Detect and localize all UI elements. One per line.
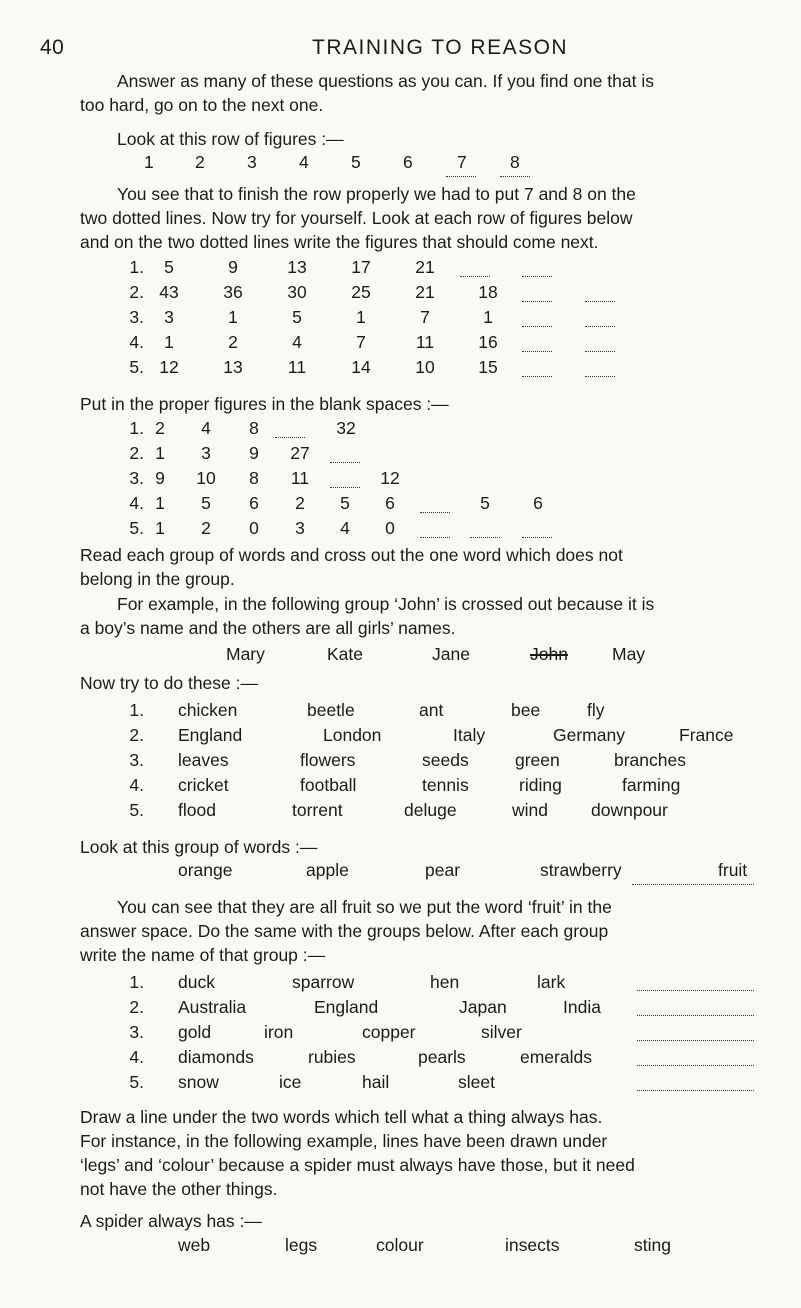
series-value: 5	[164, 257, 174, 277]
example-word: orange	[178, 860, 233, 880]
row-number: 2.	[129, 443, 144, 463]
group-word: silver	[481, 1022, 522, 1042]
series-value: 11	[415, 332, 435, 352]
odd-word[interactable]: flood	[178, 800, 216, 820]
spider-label: A spider always has :—	[80, 1211, 262, 1231]
answer-line[interactable]	[637, 990, 754, 991]
example-word: Mary	[226, 644, 265, 664]
series-value: 21	[415, 282, 435, 302]
answer-blank[interactable]	[470, 537, 500, 538]
answer-blank[interactable]	[420, 537, 450, 538]
answer-blank[interactable]	[585, 376, 615, 377]
page-title: TRAINING TO REASON	[312, 36, 569, 59]
series-value: 36	[223, 282, 243, 302]
blank-value: 0	[385, 518, 395, 538]
blank-value: 0	[249, 518, 259, 538]
odd-word[interactable]: green	[515, 750, 560, 770]
answer-line[interactable]	[637, 1040, 754, 1041]
blank-value: 2	[201, 518, 211, 538]
odd-word[interactable]: farming	[622, 775, 681, 795]
row-number: 3.	[129, 307, 144, 327]
group-word: sparrow	[292, 972, 355, 992]
row-number: 1.	[129, 700, 144, 720]
blank-value: 1	[155, 518, 165, 538]
row-number: 2.	[129, 725, 144, 745]
series-value: 14	[351, 357, 371, 377]
blank-value: 6	[249, 493, 259, 513]
answer-blank[interactable]	[522, 376, 552, 377]
blank-value: 9	[155, 468, 165, 488]
example-word: apple	[306, 860, 349, 880]
odd-word[interactable]: Germany	[553, 725, 625, 745]
odd-word[interactable]: chicken	[178, 700, 238, 720]
group-word: lark	[537, 972, 566, 992]
blank-value: 5	[201, 493, 211, 513]
series-value: 2	[228, 332, 238, 352]
row-number: 3.	[129, 468, 144, 488]
blank-value: 27	[290, 443, 310, 463]
answer-line[interactable]	[637, 1065, 754, 1066]
crossed-out-word: John	[530, 644, 568, 664]
blank-value: 9	[249, 443, 259, 463]
odd-word[interactable]: leaves	[178, 750, 229, 770]
blanks-intro: Put in the proper figures in the blank spaces :—	[80, 394, 449, 414]
example-figure: 6	[403, 152, 413, 172]
always-text-3: ‘legs’ and ‘colour’ because a spider must always have those, but it need	[80, 1155, 635, 1175]
odd-word[interactable]: riding	[519, 775, 562, 795]
series-value: 9	[228, 257, 238, 277]
answer-line	[632, 884, 754, 885]
blank-value: 3	[201, 443, 211, 463]
answer-blank[interactable]	[585, 351, 615, 352]
example-word: Kate	[327, 644, 363, 664]
series-value: 25	[351, 282, 371, 302]
series-value: 13	[223, 357, 243, 377]
example-word: strawberry	[540, 860, 622, 880]
blank-value: 12	[380, 468, 400, 488]
series-value: 21	[415, 257, 435, 277]
odd-text-4: a boy’s name and the others are all girls’ names.	[80, 618, 456, 638]
odd-word[interactable]: downpour	[591, 800, 668, 820]
blank-value: 2	[295, 493, 305, 513]
group-word: duck	[178, 972, 215, 992]
odd-word[interactable]: Italy	[453, 725, 486, 745]
row-number: 5.	[129, 518, 144, 538]
answer-line[interactable]	[637, 1015, 754, 1016]
row-number: 5.	[129, 1072, 144, 1092]
row-number: 1.	[129, 418, 144, 438]
series-value: 7	[420, 307, 430, 327]
spider-word[interactable]: insects	[505, 1235, 560, 1255]
spider-word[interactable]: colour	[376, 1235, 424, 1255]
row-number: 4.	[129, 493, 144, 513]
row-number: 5.	[129, 357, 144, 377]
series-text-3: and on the two dotted lines write the figures that should come next.	[80, 232, 599, 252]
blank-value: 4	[340, 518, 350, 538]
page-number: 40	[40, 36, 65, 59]
group-word: hail	[362, 1072, 390, 1092]
series-value: 1	[164, 332, 174, 352]
odd-text-1: Read each group of words and cross out the one word which does not	[80, 545, 623, 565]
dotted-line	[500, 176, 530, 177]
blank-value: 1	[155, 443, 165, 463]
answer-blank[interactable]	[522, 537, 552, 538]
blank-value: 3	[295, 518, 305, 538]
group-word: Japan	[459, 997, 507, 1017]
blank-value: 10	[196, 468, 216, 488]
spider-word[interactable]: web	[178, 1235, 211, 1255]
answer-blank[interactable]	[275, 437, 305, 438]
row-number: 2.	[129, 997, 144, 1017]
example-answer: fruit	[718, 860, 748, 880]
odd-text-2: belong in the group.	[80, 569, 235, 589]
group-word: sleet	[458, 1072, 495, 1092]
intro-line-1: Answer as many of these questions as you can. If you find one that is	[117, 71, 654, 91]
example-figure: 2	[195, 152, 205, 172]
always-text-1: Draw a line under the two words which tell what a thing always has.	[80, 1107, 603, 1127]
series-value: 18	[478, 282, 498, 302]
example-word: Jane	[432, 644, 470, 664]
example-word: pear	[425, 860, 461, 880]
odd-word[interactable]: seeds	[422, 750, 469, 770]
group-word: gold	[178, 1022, 212, 1042]
always-text-2: For instance, in the following example, lines have been drawn under	[80, 1131, 608, 1151]
blank-value: 8	[249, 468, 259, 488]
answer-blank[interactable]	[522, 351, 552, 352]
naming-text-3: write the name of that group :—	[80, 945, 326, 965]
odd-word[interactable]: deluge	[404, 800, 457, 820]
naming-text-2: answer space. Do the same with the groups below. After each group	[80, 921, 609, 941]
odd-word[interactable]: torrent	[292, 800, 343, 820]
group-word: pearls	[418, 1047, 466, 1067]
odd-word[interactable]: fly	[587, 700, 605, 720]
now-try: Now try to do these :—	[80, 673, 258, 693]
group-word: iron	[264, 1022, 294, 1042]
example-figure: 3	[247, 152, 257, 172]
row-number: 1.	[129, 257, 144, 277]
blank-value: 32	[336, 418, 356, 438]
odd-word[interactable]: France	[679, 725, 734, 745]
series-value: 10	[415, 357, 435, 377]
answer-blank[interactable]	[420, 512, 450, 513]
spider-word[interactable]: sting	[634, 1235, 671, 1255]
row-number: 3.	[129, 750, 144, 770]
series-text-2: two dotted lines. Now try for yourself. Look at each row of figures below	[80, 208, 633, 228]
blank-value: 5	[340, 493, 350, 513]
series-value: 16	[478, 332, 498, 352]
series-value: 30	[287, 282, 307, 302]
odd-word[interactable]: London	[323, 725, 382, 745]
odd-word[interactable]: flowers	[300, 750, 356, 770]
series-value: 5	[292, 307, 302, 327]
blank-value: 1	[155, 493, 165, 513]
odd-word[interactable]: football	[300, 775, 357, 795]
group-word: ice	[279, 1072, 302, 1092]
group-word: snow	[178, 1072, 219, 1092]
look-row-label: Look at this row of figures :—	[117, 129, 344, 149]
series-value: 12	[159, 357, 179, 377]
answer-blank[interactable]	[585, 301, 615, 302]
series-value: 11	[287, 357, 307, 377]
series-value: 43	[159, 282, 179, 302]
row-number: 4.	[129, 332, 144, 352]
row-number: 4.	[129, 1047, 144, 1067]
group-word: copper	[362, 1022, 416, 1042]
answer-blank[interactable]	[522, 326, 552, 327]
row-number: 3.	[129, 1022, 144, 1042]
blank-value: 11	[290, 468, 310, 488]
odd-word[interactable]: ant	[419, 700, 444, 720]
answer-line[interactable]	[637, 1090, 754, 1091]
series-value: 1	[483, 307, 493, 327]
blank-value: 6	[385, 493, 395, 513]
always-text-4: not have the other things.	[80, 1179, 278, 1199]
example-figure: 8	[510, 152, 520, 172]
group-word: Australia	[178, 997, 247, 1017]
example-figure: 1	[144, 152, 154, 172]
odd-text-3: For example, in the following group ‘John’ is crossed out because it is	[117, 594, 655, 614]
answer-blank[interactable]	[330, 462, 360, 463]
group-word: hen	[430, 972, 460, 992]
group-word: England	[314, 997, 379, 1017]
dotted-line	[446, 176, 476, 177]
example-figure: 5	[351, 152, 361, 172]
spider-word[interactable]: legs	[285, 1235, 318, 1255]
odd-word[interactable]: beetle	[307, 700, 355, 720]
odd-word[interactable]: England	[178, 725, 243, 745]
series-value: 4	[292, 332, 302, 352]
example-figure: 7	[457, 152, 467, 172]
row-number: 1.	[129, 972, 144, 992]
answer-blank[interactable]	[522, 301, 552, 302]
series-value: 3	[164, 307, 174, 327]
blank-value: 4	[201, 418, 211, 438]
row-number: 5.	[129, 800, 144, 820]
row-number: 4.	[129, 775, 144, 795]
blank-value: 6	[533, 493, 543, 513]
row-number: 2.	[129, 282, 144, 302]
answer-blank[interactable]	[522, 276, 552, 277]
series-value: 1	[356, 307, 366, 327]
series-value: 17	[351, 257, 371, 277]
group-word: India	[563, 997, 601, 1017]
group-word: rubies	[308, 1047, 356, 1067]
answer-blank[interactable]	[330, 487, 360, 488]
naming-look: Look at this group of words :—	[80, 837, 318, 857]
series-value: 7	[356, 332, 366, 352]
intro-line-2: too hard, go on to the next one.	[80, 95, 324, 115]
series-value: 13	[287, 257, 307, 277]
blank-value: 8	[249, 418, 259, 438]
answer-blank[interactable]	[460, 276, 490, 277]
blank-value: 5	[480, 493, 490, 513]
naming-text-1: You can see that they are all fruit so we put the word ‘fruit’ in the	[117, 897, 612, 917]
series-value: 15	[478, 357, 498, 377]
odd-word[interactable]: cricket	[178, 775, 229, 795]
odd-word[interactable]: branches	[614, 750, 686, 770]
answer-blank[interactable]	[585, 326, 615, 327]
odd-word[interactable]: wind	[512, 800, 548, 820]
group-word: diamonds	[178, 1047, 254, 1067]
group-word: emeralds	[520, 1047, 592, 1067]
example-word: May	[612, 644, 646, 664]
series-text-1: You see that to finish the row properly we had to put 7 and 8 on the	[117, 184, 636, 204]
blank-value: 2	[155, 418, 165, 438]
example-figure: 4	[299, 152, 309, 172]
odd-word[interactable]: bee	[511, 700, 541, 720]
odd-word[interactable]: tennis	[422, 775, 469, 795]
series-value: 1	[228, 307, 238, 327]
